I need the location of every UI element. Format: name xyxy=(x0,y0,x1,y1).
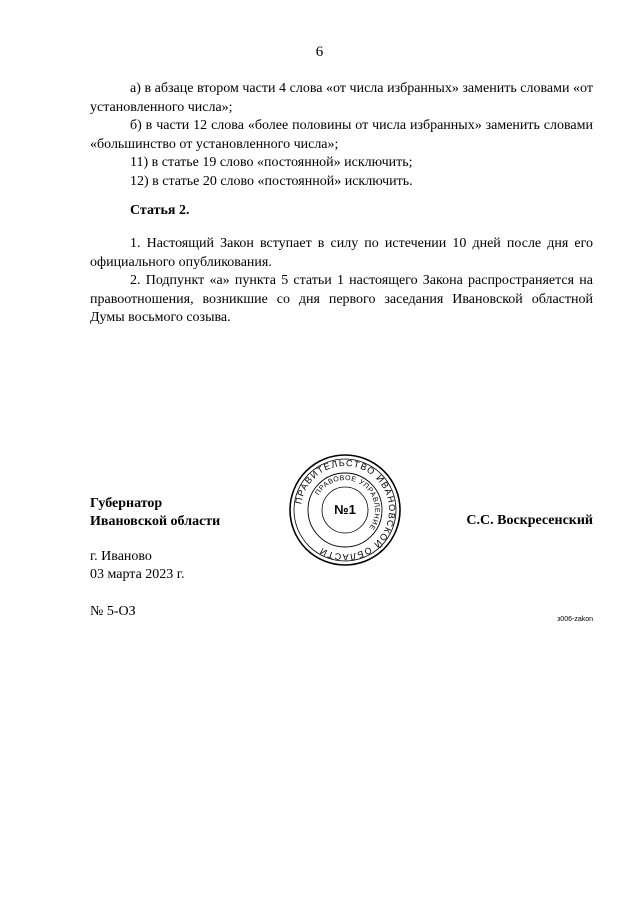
official-seal xyxy=(285,450,405,570)
date: 03 марта 2023 г. xyxy=(90,567,185,582)
article-item-2: 2. Подпункт «а» пункта 5 статьи 1 настоящего Закона распространяется на правоотношения, возникшие со дня первого заседания Ивановской областной Думы восьмого созыва. xyxy=(90,273,593,325)
place-date xyxy=(90,548,184,584)
signer-name: С.С. Воскресенский xyxy=(466,513,593,528)
article-item-1: 1. Настоящий Закон вступает в силу по истечении 10 дней после дня его официального опубликования. xyxy=(90,236,593,270)
seal-inner-text: ПРАВОВОЕ УПРАВЛЕНИЕ xyxy=(314,474,381,532)
paragraph-b: б) в части 12 слова «более половины от числа избранных» заменить словами «большинство от установленного числа»; xyxy=(90,118,593,152)
signature-position xyxy=(90,495,220,531)
seal-ring-text: ПРАВИТЕЛЬСТВО ИВАНОВСКОЙ ОБЛАСТИ xyxy=(293,457,398,563)
page-number: 6 xyxy=(315,44,324,60)
seal-number: №1 xyxy=(334,502,356,517)
amendments-text xyxy=(90,80,593,191)
law-number: № 5-ОЗ xyxy=(90,604,136,619)
paragraph-a: а) в абзаце втором части 4 слова «от числа избранных» заменить словами «от установленного числа»; xyxy=(90,81,593,115)
paragraph-12: 12) в статье 20 слово «постоянной» исключить. xyxy=(130,173,413,189)
signature-position-line1: Губернатор xyxy=(90,496,163,511)
paragraph-11: 11) в статье 19 слово «постоянной» исключить; xyxy=(130,155,413,170)
article-text xyxy=(90,235,593,328)
article-heading: Статья 2. xyxy=(130,203,190,218)
file-code: з006-zakon xyxy=(557,616,593,623)
place: г. Иваново xyxy=(90,549,152,564)
signature-position-line2: Ивановской области xyxy=(90,514,221,529)
